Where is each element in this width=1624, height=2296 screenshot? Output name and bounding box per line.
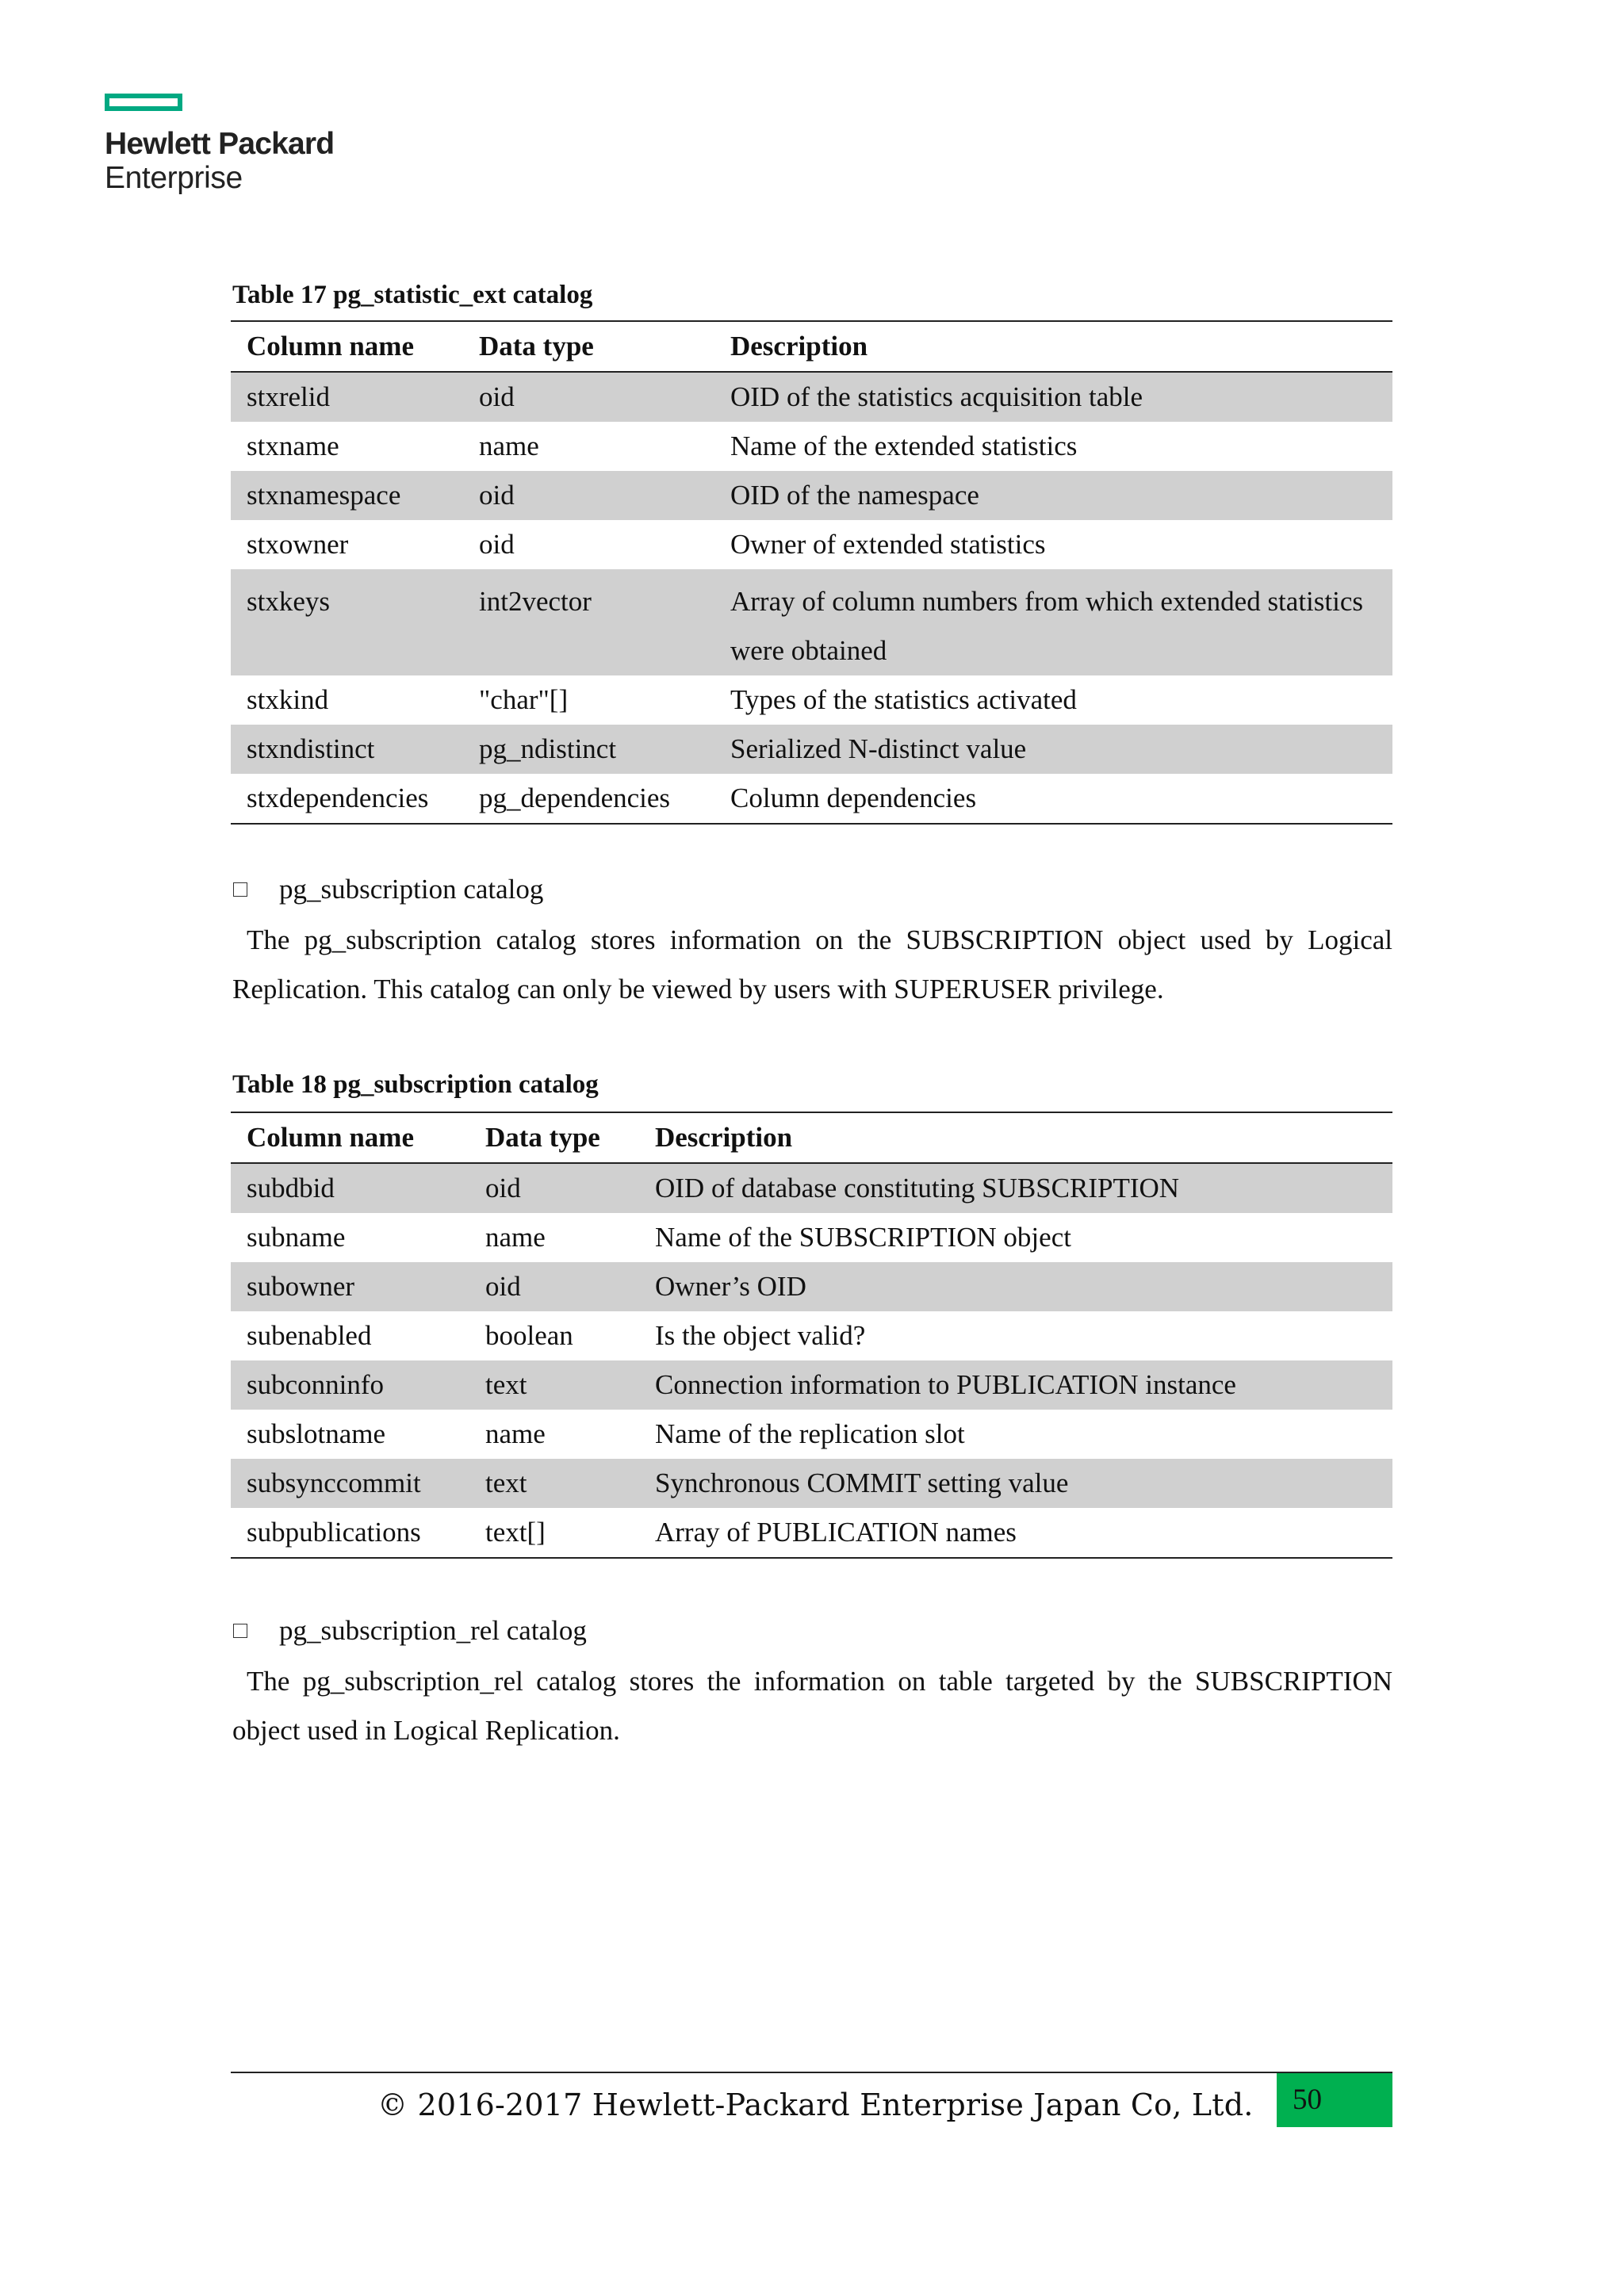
cell-description: Is the object valid? [655,1320,866,1351]
cell-data-type: oid [463,372,714,422]
cell-data-type: name [485,1418,546,1449]
section-paragraph-pg-subscription-rel [232,1657,1392,1755]
cell-column-name: stxname [247,430,339,461]
table-row [231,569,1392,675]
table-row [231,1213,1392,1262]
table-17-caption: Table 17 pg_statistic_ext catalog [232,281,593,309]
cell-data-type: text [469,1360,639,1410]
cell-description: Owner of extended statistics [730,529,1046,560]
cell-column-name: subdbid [231,1163,469,1213]
logo-text-line2: Enterprise [105,161,243,195]
cell-data-type: name [479,430,539,461]
paragraph-text: The pg_subscription_rel catalog stores the information on table targeted by the SUBSCRIPTION object used in Logical Replication. [232,1666,1392,1746]
cell-column-name: stxowner [247,529,349,560]
section-heading-text: pg_subscription catalog [279,874,544,905]
cell-data-type: oid [469,1262,639,1311]
cell-data-type: oid [469,1163,639,1213]
logo-text-line1: Hewlett Packard [105,127,335,161]
cell-column-name: subslotname [247,1418,385,1449]
table-row [231,1508,1392,1558]
section-heading-pg-subscription-rel [233,1614,587,1647]
cell-data-type: text [469,1459,639,1508]
footer-copyright: © 2016-2017 Hewlett-Packard Enterprise Japan Co, Ltd. [377,2087,1254,2122]
section-paragraph-pg-subscription [232,916,1392,1014]
cell-column-name: stxkind [247,684,329,715]
cell-column-name: stxnamespace [231,471,463,520]
header-column-name: Column name [231,1112,469,1163]
table-row [231,1459,1392,1508]
cell-description: Connection information to PUBLICATION instance [639,1360,1392,1410]
square-bullet-icon [233,882,247,897]
cell-description: OID of the namespace [714,471,1392,520]
page-number: 50 [1277,2073,1392,2127]
cell-description: Name of the extended statistics [730,430,1078,461]
cell-description: Name of the SUBSCRIPTION object [655,1222,1071,1253]
cell-data-type: pg_dependencies [463,774,714,824]
header-data-type: Data type [469,1112,639,1163]
cell-data-type: text[] [469,1508,639,1558]
cell-data-type: oid [479,529,515,560]
cell-column-name: subenabled [247,1320,372,1351]
table-row [231,725,1392,774]
cell-column-name: stxrelid [231,372,463,422]
cell-data-type: oid [463,471,714,520]
cell-description: Array of PUBLICATION names [639,1508,1392,1558]
table-18-caption: Table 18 pg_subscription catalog [232,1070,599,1099]
square-bullet-icon [233,1624,247,1638]
table-row [231,1360,1392,1410]
table-row [231,1163,1392,1213]
cell-column-name: subpublications [231,1508,469,1558]
cell-column-name: stxkeys [231,569,463,675]
section-heading-text: pg_subscription_rel catalog [279,1615,587,1646]
cell-description: Column dependencies [714,774,1392,824]
cell-data-type: name [485,1222,546,1253]
header-description: Description [639,1112,1392,1163]
cell-description: OID of database constituting SUBSCRIPTION [639,1163,1392,1213]
cell-data-type: "char"[] [479,684,569,715]
cell-column-name: subname [247,1222,346,1253]
cell-column-name: stxndistinct [231,725,463,774]
header-description: Description [714,321,1392,372]
cell-description: Owner’s OID [639,1262,1392,1311]
cell-column-name: subsynccommit [231,1459,469,1508]
table-row [231,422,1392,471]
cell-description: Serialized N-distinct value [714,725,1392,774]
table-18-pg-subscription [231,1112,1392,1559]
hpe-logo [105,94,334,195]
cell-description: OID of the statistics acquisition table [714,372,1392,422]
header-column-name: Column name [231,321,463,372]
cell-data-type: pg_ndistinct [463,725,714,774]
table-row [231,774,1392,824]
cell-description: Synchronous COMMIT setting value [639,1459,1392,1508]
cell-description: Types of the statistics activated [730,684,1077,715]
cell-description: Array of column numbers from which extended statistics were obtained [714,569,1392,675]
table-row [231,520,1392,569]
table-17-pg-statistic-ext [231,320,1392,825]
hpe-logo-mark-icon [105,94,182,111]
cell-data-type: boolean [485,1320,573,1351]
cell-column-name: subowner [231,1262,469,1311]
table-header-row [231,1112,1392,1163]
cell-description: Name of the replication slot [655,1418,965,1449]
table-row [231,1262,1392,1311]
table-row [231,1311,1392,1360]
table-row [231,372,1392,422]
table-row [231,471,1392,520]
cell-data-type: int2vector [463,569,714,675]
cell-column-name: stxdependencies [231,774,463,824]
paragraph-text: The pg_subscription catalog stores information on the SUBSCRIPTION object used by Logical Replication. This catalog can only be viewed by users with SUPERUSER privilege. [232,924,1392,1004]
header-data-type: Data type [463,321,714,372]
table-row [231,1410,1392,1459]
footer-divider [231,2072,1392,2073]
table-row [231,675,1392,725]
section-heading-pg-subscription [233,873,543,906]
cell-column-name: subconninfo [231,1360,469,1410]
table-header-row [231,321,1392,372]
